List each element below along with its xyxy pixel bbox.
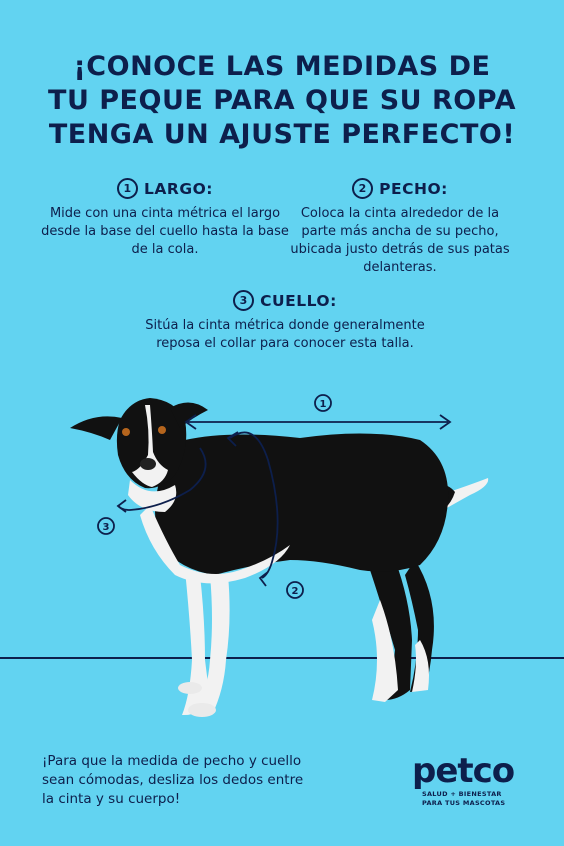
step-description: Mide con una cinta métrica el largo desde la base del cuello hasta la base de la cola.: [41, 206, 289, 257]
marker-1: [315, 395, 331, 411]
length-measure-arrow: [186, 415, 450, 429]
step-description: Sitúa la cinta métrica donde generalmente reposa el collar para conocer esta talla.: [145, 318, 425, 351]
step-label: PECHO:: [379, 179, 448, 198]
title-line-1: ¡CONOCE LAS MEDIDAS DE: [73, 51, 491, 82]
brand-name: petco: [412, 751, 515, 791]
title-line-2: TU PEQUE PARA QUE SU ROPA: [48, 85, 516, 116]
tip-text: ¡Para que la medida de pecho y cuello sean cómodas, desliza los dedos entre la cinta y su cuerpo!: [42, 753, 304, 807]
marker-1-label: 1: [319, 399, 327, 410]
marker-3: [98, 518, 114, 534]
step-number-badge: 2: [352, 178, 373, 199]
brand-tagline-2: PARA TUS MASCOTAS: [422, 799, 506, 807]
step-number-badge: 1: [117, 178, 138, 199]
step-label: LARGO:: [144, 179, 213, 198]
brand-tagline-1: SALUD + BIENESTAR: [422, 790, 502, 798]
title-line-3: TENGA UN AJUSTE PERFECTO!: [48, 119, 516, 150]
marker-2-label: 2: [291, 586, 299, 597]
step-number-badge: 3: [233, 290, 254, 311]
marker-3-label: 3: [102, 522, 110, 533]
dog-icon: [70, 398, 488, 717]
step-label: CUELLO:: [260, 291, 337, 310]
step-description: Coloca la cinta alrededor de la parte más ancha de su pecho, ubicada justo detrás de sus patas delanteras.: [290, 206, 510, 275]
petco-logo: [412, 752, 542, 808]
marker-2: [287, 582, 303, 598]
